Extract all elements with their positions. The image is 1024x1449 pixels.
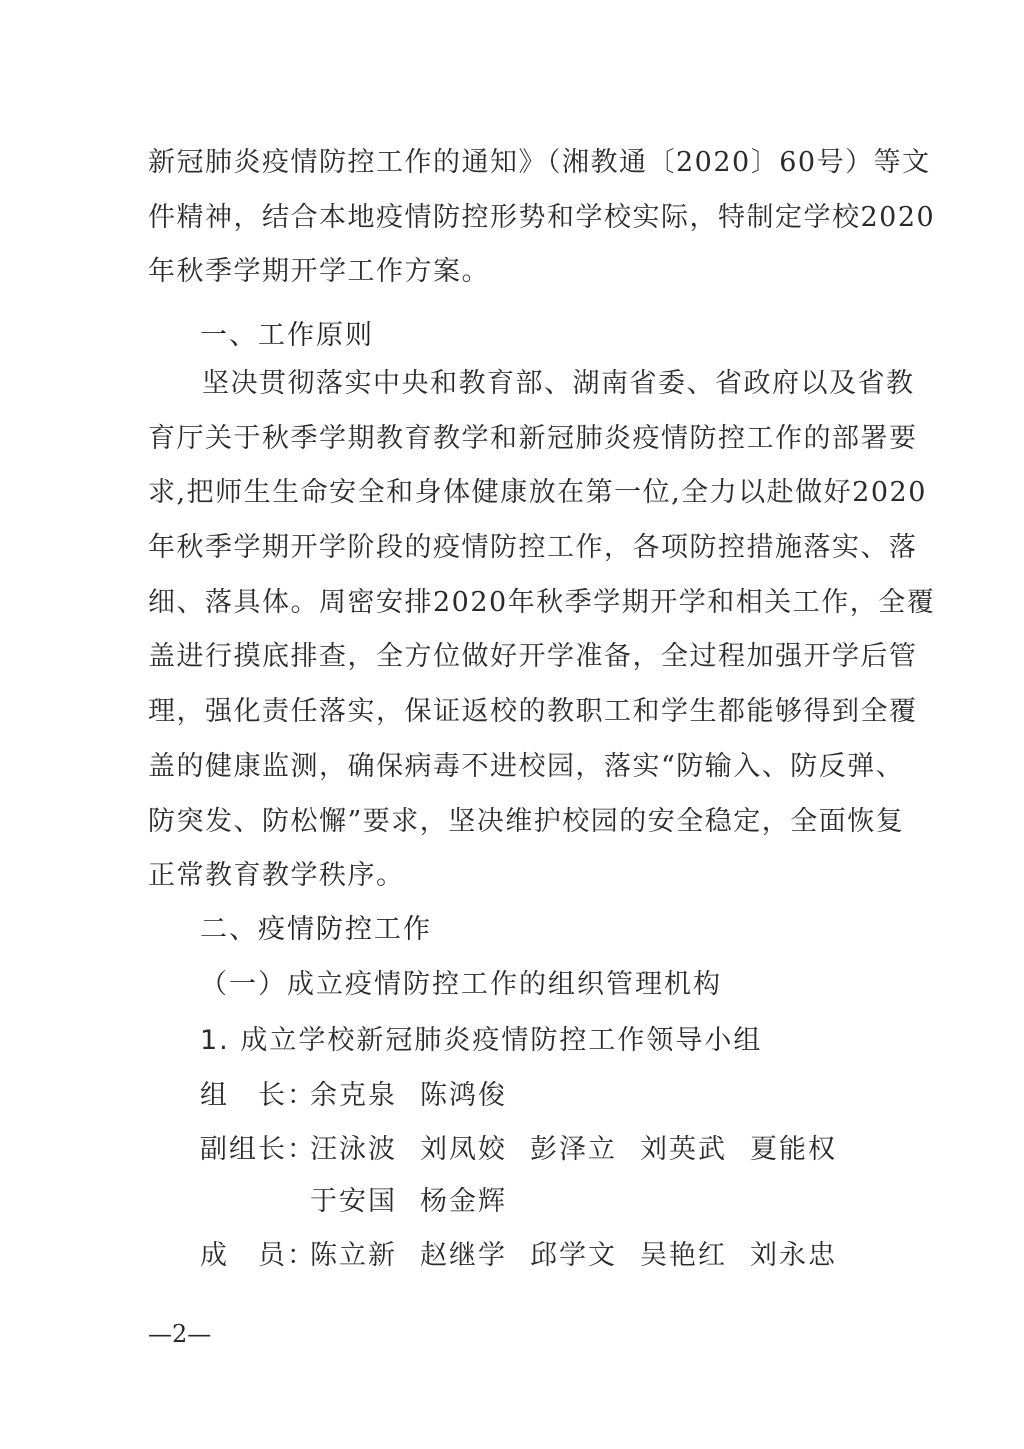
deputy-name: 刘英武 <box>640 1134 727 1165</box>
section-1-line-7: 理，强化责任落实，保证返校的教职工和学生都能够得到全覆 <box>148 696 918 728</box>
section-1-paragraph <box>148 357 936 904</box>
members-label: 成 员： <box>200 1240 316 1271</box>
section-1-heading: 一、工作原则 <box>200 320 374 351</box>
section-1-line-5: 细、落具体。周密安排2020年秋季学期开学和相关工作，全覆 <box>148 586 936 618</box>
section-2-heading: 二、疫情防控工作 <box>200 914 432 945</box>
intro-line-1: 新冠肺炎疫情防控工作的通知》（湘教通〔2020〕60号）等文 <box>148 147 931 178</box>
member-name: 赵继学 <box>420 1240 507 1271</box>
section-2-subheading: （一）成立疫情防控工作的组织管理机构 <box>200 969 722 1000</box>
deputy-label: 副组长： <box>200 1134 316 1165</box>
section-1-line-8: 盖的健康监测，确保病毒不进校园，落实“防输入、防反弹、 <box>148 750 905 782</box>
deputy-name: 刘凤姣 <box>420 1134 507 1165</box>
section-1-line-3: 求,把师生生命安全和身体健康放在第一位,全力以赴做好2020 <box>148 477 927 509</box>
section-1-line-4: 年秋季学期开学阶段的疫情防控工作，各项防控措施落实、落 <box>148 532 918 564</box>
deputy-name: 夏能权 <box>750 1134 837 1165</box>
section-1-line-2: 育厅关于秋季学期教育教学和新冠肺炎疫情防控工作的部署要 <box>148 422 918 454</box>
deputy-name: 杨金辉 <box>420 1186 507 1217</box>
deputy-row-continued <box>310 1179 530 1218</box>
section-1-line-6: 盖进行摸底排查，全方位做好开学准备，全过程加强开学后管 <box>148 641 918 673</box>
leader-name: 余克泉 <box>310 1080 397 1111</box>
member-name: 吴艳红 <box>640 1240 727 1271</box>
member-name: 邱学文 <box>530 1240 617 1271</box>
section-1-line-10: 正常教育教学秩序。 <box>148 860 405 892</box>
leader-name: 陈鸿俊 <box>420 1080 507 1111</box>
members-row <box>200 1233 860 1272</box>
deputy-name: 汪泳波 <box>310 1134 397 1165</box>
section-1-line-1: 坚决贯彻落实中央和教育部、湖南省委、省政府以及省教 <box>202 368 915 399</box>
member-name: 陈立新 <box>310 1240 397 1271</box>
leader-row <box>200 1073 530 1112</box>
deputy-name: 彭泽立 <box>530 1134 617 1165</box>
deputy-name: 于安国 <box>310 1186 397 1217</box>
page-number: —2— <box>148 1320 212 1348</box>
deputy-row <box>200 1127 860 1166</box>
section-1-line-9: 防突发、防松懈”要求，坚决维护校园的安全稳定，全面恢复 <box>148 805 905 837</box>
section-2-item-1: 1. 成立学校新冠肺炎疫情防控工作领导小组 <box>200 1025 763 1056</box>
leader-label: 组 长： <box>200 1080 316 1111</box>
intro-line-2: 件精神，结合本地疫情防控形势和学校实际，特制定学校2020 <box>148 201 936 233</box>
member-name: 刘永忠 <box>750 1240 837 1271</box>
intro-line-3: 年秋季学期开学工作方案。 <box>148 256 490 288</box>
intro-paragraph <box>148 136 936 300</box>
